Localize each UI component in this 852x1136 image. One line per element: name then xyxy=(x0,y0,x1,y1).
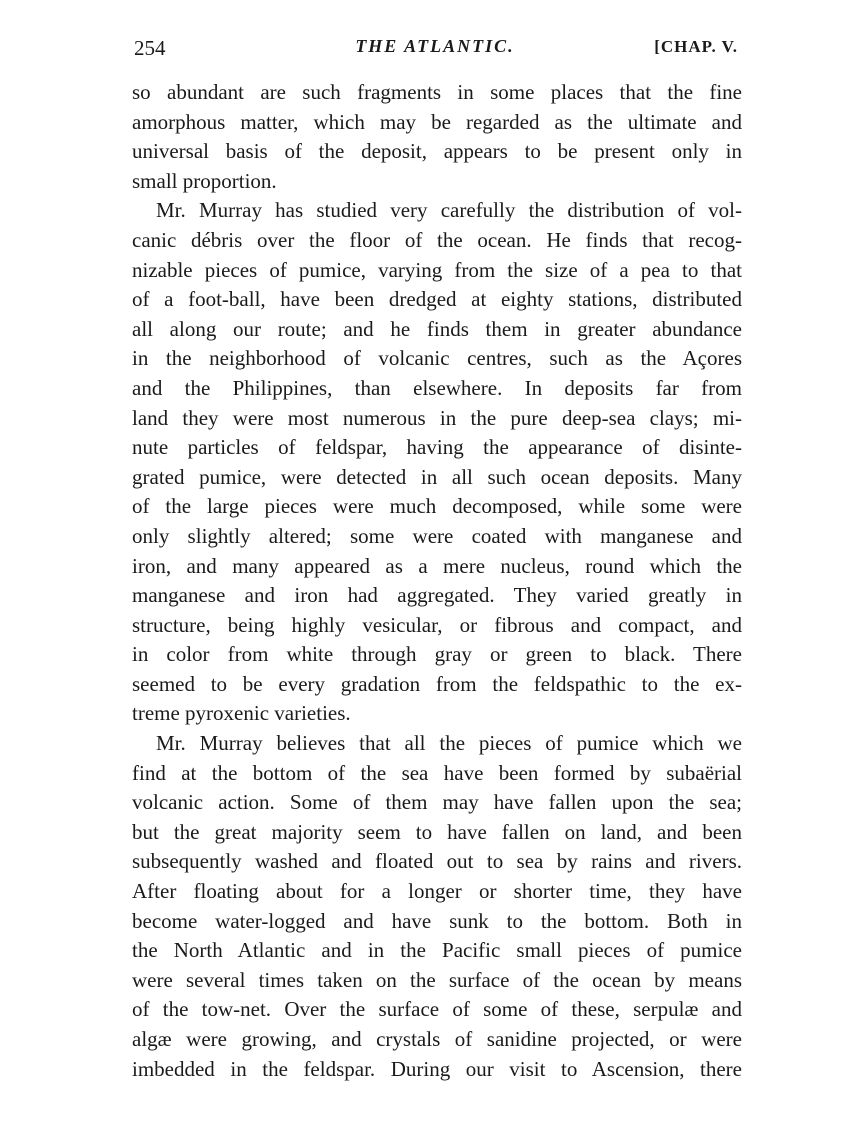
text-line: and the Philippines, than elsewhere. In deposits far from xyxy=(132,375,742,400)
running-title: THE ATLANTIC. xyxy=(355,36,515,56)
text-line: but the great majority seem to have fallen on land, and been xyxy=(132,819,742,844)
text-line: small proportion. xyxy=(132,168,277,193)
text-line: all along our route; and he finds them in greater abundance xyxy=(132,316,742,341)
text-line: land they were most numerous in the pure deep-sea clays; mi- xyxy=(132,405,742,430)
text-line: universal basis of the deposit, appears to be present only in xyxy=(132,139,742,164)
text-line: of the tow-net. Over the surface of some of these, serpulæ and xyxy=(132,997,742,1022)
text-line: imbedded in the feldspar. During our visit to Ascension, there xyxy=(132,1056,742,1081)
text-line: nizable pieces of pumice, varying from the size of a pea to that xyxy=(132,257,742,282)
text-line: Mr. Murray has studied very carefully the distribution of vol- xyxy=(156,198,742,223)
text-line: were several times taken on the surface of the ocean by means xyxy=(132,967,742,992)
running-head xyxy=(132,36,738,66)
page-number: 254 xyxy=(134,36,166,60)
text-line: manganese and iron had aggregated. They varied greatly in xyxy=(132,583,742,608)
text-line: volcanic action. Some of them may have fallen upon the sea; xyxy=(132,790,742,815)
text-line: only slightly altered; some were coated with manganese and xyxy=(132,523,742,548)
text-line: of a foot-ball, have been dredged at eighty stations, distributed xyxy=(132,287,742,312)
text-line: find at the bottom of the sea have been formed by subaërial xyxy=(132,760,742,785)
text-line: in color from white through gray or green to black. There xyxy=(132,642,742,667)
text-line: iron, and many appeared as a mere nucleus, round which the xyxy=(132,553,742,578)
text-line: Mr. Murray believes that all the pieces of pumice which we xyxy=(156,731,742,756)
text-line: canic débris over the floor of the ocean. He finds that recog- xyxy=(132,227,742,252)
text-line: become water-logged and have sunk to the bottom. Both in xyxy=(132,908,742,933)
text-line: seemed to be every gradation from the feldspathic to the ex- xyxy=(132,671,742,696)
text-line: amorphous matter, which may be regarded as the ultimate and xyxy=(132,109,742,134)
text-line: After floating about for a longer or shorter time, they have xyxy=(132,879,742,904)
text-line: grated pumice, were detected in all such ocean deposits. Many xyxy=(132,464,742,489)
body-text xyxy=(132,78,742,1084)
chapter-label: [CHAP. V. xyxy=(654,37,738,56)
text-line: algæ were growing, and crystals of sanidine projected, or were xyxy=(132,1027,742,1051)
text-line: treme pyroxenic varieties. xyxy=(132,701,351,726)
text-line: nute particles of feldspar, having the appearance of disinte- xyxy=(132,435,742,460)
text-line: so abundant are such fragments in some places that the fine xyxy=(132,80,742,104)
text-line: the North Atlantic and in the Pacific small pieces of pumice xyxy=(132,938,742,963)
text-line: subsequently washed and floated out to sea by rains and rivers. xyxy=(132,849,742,874)
text-line: in the neighborhood of volcanic centres, such as the Açores xyxy=(132,346,742,371)
text-line: structure, being highly vesicular, or fibrous and compact, and xyxy=(132,612,742,637)
text-line: of the large pieces were much decomposed, while some were xyxy=(132,494,742,519)
